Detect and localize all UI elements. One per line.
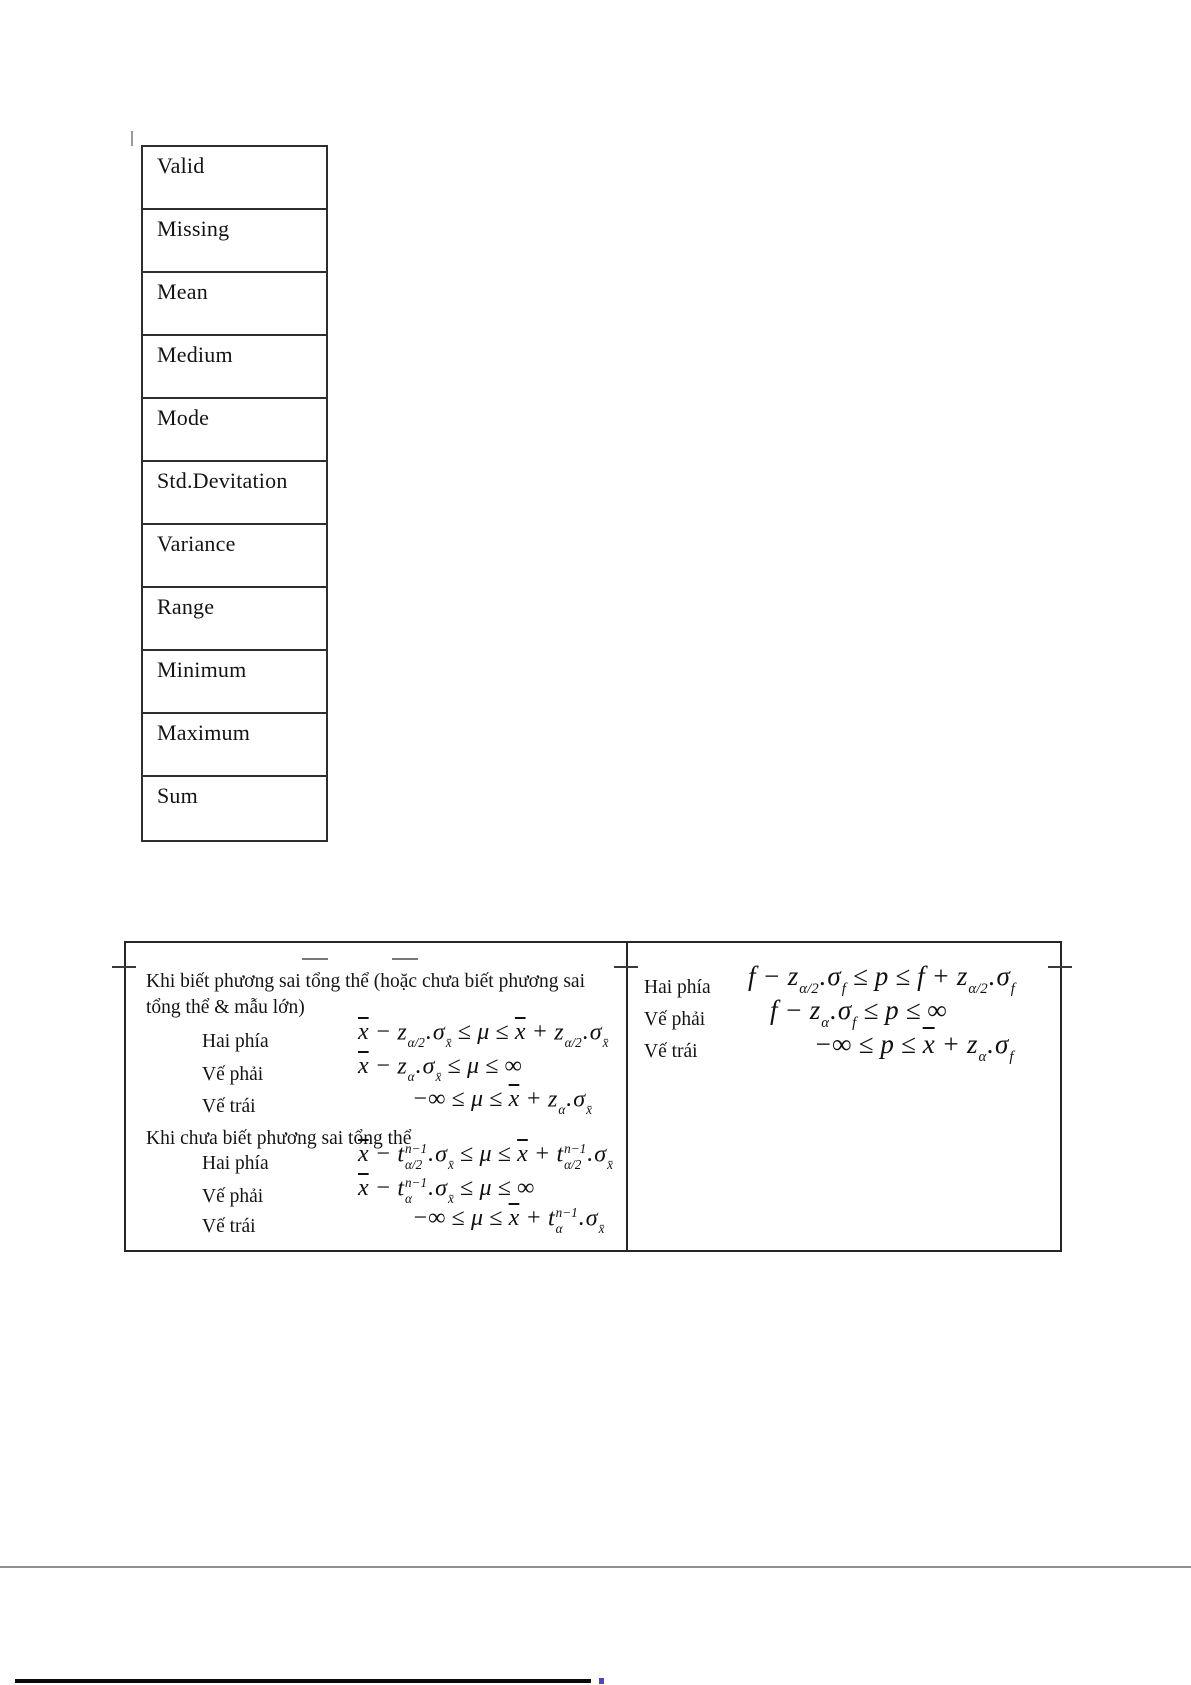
formula-mean-left-sided-t: −∞ ≤ $\mu \le \overline{x} + t$ n−1 α .σ x̄ — [412, 1205, 605, 1236]
formula-mean-two-sided-t: $\overline{x} - t$ n−1 α/2 .σ x̄ ≤ $\mu \le \overline{x} + t$ n−1 α/2 .σ x̄ — [358, 1141, 613, 1172]
column-divider — [626, 943, 628, 1250]
page-divider-line — [0, 1566, 1191, 1568]
scan-artifact-dash — [392, 958, 418, 960]
text-caret — [599, 1678, 604, 1684]
confidence-interval-panel — [124, 941, 1062, 1252]
row-label-left-sided: Vế trái — [644, 1041, 698, 1062]
statistics-table-row: Missing — [143, 210, 326, 273]
formula-proportion-two-sided: f − z α/2 .σ f ≤ p ≤ f + z α/2 .σ f — [748, 961, 1015, 998]
statistics-table-row: Mode — [143, 399, 326, 462]
statistics-table-row: Valid — [143, 147, 326, 210]
unknown-variance-heading: Khi chưa biết phương sai tổng thể — [146, 1128, 412, 1149]
scan-artifact-dash — [302, 958, 328, 960]
statistics-table-row: Variance — [143, 525, 326, 588]
known-variance-heading: Khi biết phương sai tổng thể (hoặc chưa biết phương sai tổng thể & mẫu lớn) — [146, 971, 585, 1018]
row-label-left-sided: Vế trái — [202, 1096, 256, 1117]
row-label-right-sided: Vế phải — [202, 1186, 264, 1207]
border-tick-mark — [112, 966, 136, 968]
scan-artifact-tick — [131, 131, 133, 146]
row-label-two-sided: Hai phía — [202, 1031, 269, 1052]
row-label-left-sided: Vế trái — [202, 1216, 256, 1237]
bottom-bar-artifact — [15, 1679, 591, 1683]
statistics-table-row: Sum — [157, 783, 198, 808]
border-tick-mark — [1048, 966, 1072, 968]
formula-proportion-left-sided: −∞ ≤ $p \le \overline{x} + z$ α .σ f — [814, 1029, 1014, 1066]
border-tick-mark — [614, 966, 638, 968]
statistics-table-row: Medium — [143, 336, 326, 399]
statistics-table-row: Range — [143, 588, 326, 651]
formula-mean-two-sided-z: $\overline{x} - z$ α/2 .σ x̄ ≤ $\mu \le \overline{x} + z$ α/2 .σ x̄ — [358, 1019, 609, 1050]
formula-mean-right-sided-t: $\overline{x} - t$ n−1 α .σ x̄ ≤ μ ≤ ∞ — [358, 1175, 535, 1206]
row-label-right-sided: Vế phải — [644, 1009, 706, 1030]
row-label-two-sided: Hai phía — [644, 977, 711, 998]
statistics-table-row: Maximum — [143, 714, 326, 777]
formula-mean-left-sided-z: −∞ ≤ $\mu \le \overline{x} + z$ α .σ x̄ — [412, 1086, 592, 1117]
row-label-two-sided: Hai phía — [202, 1153, 269, 1174]
formula-proportion-right-sided: f − z α .σ f ≤ p ≤ ∞ — [770, 995, 947, 1032]
statistics-table — [141, 145, 328, 842]
statistics-table-row: Minimum — [143, 651, 326, 714]
statistics-table-row: Std.Devitation — [143, 462, 326, 525]
statistics-table-row: Mean — [143, 273, 326, 336]
row-label-right-sided: Vế phải — [202, 1064, 264, 1085]
formula-mean-right-sided-z: $\overline{x} - z$ α .σ x̄ ≤ μ ≤ ∞ — [358, 1053, 522, 1084]
